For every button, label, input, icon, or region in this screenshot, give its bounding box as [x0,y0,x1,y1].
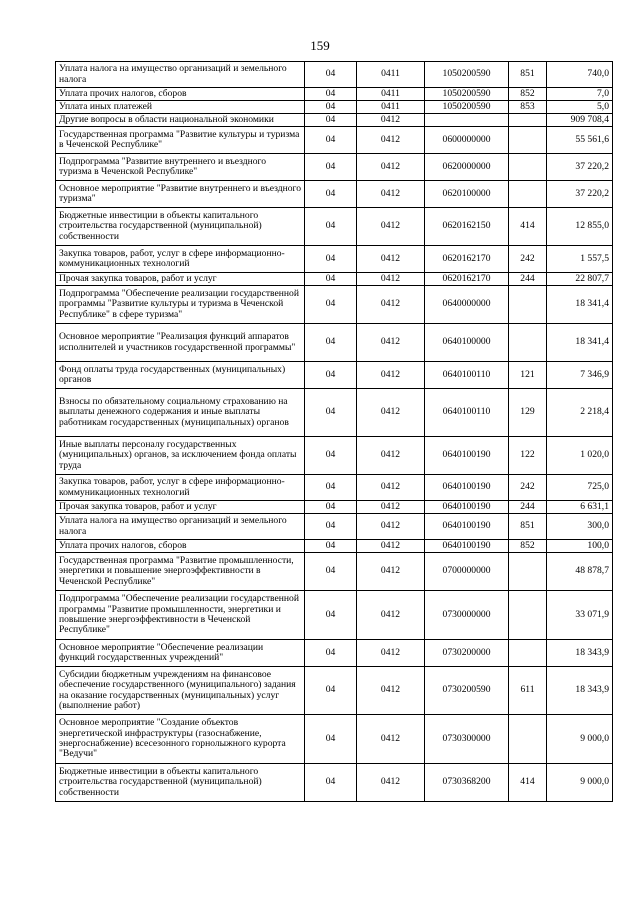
target-article-cell: 0640100190 [425,501,509,514]
table-row [56,540,613,553]
subsection-code-cell: 0412 [357,475,425,501]
target-article-cell: 0640100190 [425,514,509,540]
expense-type-cell: 414 [509,208,547,246]
row-name-cell: Закупка товаров, работ, услуг в сфере информационно-коммуникационных технологий [56,246,305,273]
expense-type-cell [509,591,547,640]
target-article-cell: 0620000000 [425,154,509,181]
row-name-cell: Уплата иных платежей [56,101,305,114]
table-row [56,62,613,88]
expense-type-cell: 851 [509,62,547,88]
table-row [56,114,613,127]
table-row [56,88,613,101]
target-article-cell: 0640100190 [425,437,509,475]
amount-cell: 300,0 [547,514,613,540]
subsection-code-cell: 0412 [357,553,425,591]
subsection-code-cell: 0412 [357,181,425,208]
table-row [56,181,613,208]
expense-type-cell: 242 [509,246,547,273]
section-code-cell: 04 [305,437,357,475]
table-row [56,715,613,764]
expense-type-cell [509,640,547,667]
target-article-cell: 0640100000 [425,324,509,362]
subsection-code-cell: 0412 [357,715,425,764]
section-code-cell: 04 [305,764,357,802]
expense-type-cell: 852 [509,540,547,553]
row-name-cell: Бюджетные инвестиции в объекты капитального строительства государственной (муниципальной) собственности [56,208,305,246]
table-row [56,273,613,286]
budget-table [55,61,613,802]
subsection-code-cell: 0412 [357,154,425,181]
row-name-cell: Фонд оплаты труда государственных (муниципальных) органов [56,362,305,389]
target-article-cell: 0730300000 [425,715,509,764]
target-article-cell: 0640100190 [425,540,509,553]
subsection-code-cell: 0412 [357,501,425,514]
amount-cell: 100,0 [547,540,613,553]
target-article-cell: 0620162170 [425,246,509,273]
amount-cell: 18 341,4 [547,286,613,324]
table-row [56,764,613,802]
subsection-code-cell: 0411 [357,88,425,101]
amount-cell: 909 708,4 [547,114,613,127]
table-row [56,501,613,514]
section-code-cell: 04 [305,208,357,246]
row-name-cell: Уплата налога на имущество организаций и земельного налога [56,514,305,540]
row-name-cell: Уплата налога на имущество организаций и земельного налога [56,62,305,88]
expense-type-cell: 242 [509,475,547,501]
table-row [56,208,613,246]
amount-cell: 22 807,7 [547,273,613,286]
row-name-cell: Государственная программа "Развитие промышленности, энергетики и повышение энергоэффективности в Чеченской Республике" [56,553,305,591]
expense-type-cell: 121 [509,362,547,389]
row-name-cell: Иные выплаты персоналу государственных (муниципальных) органов, за исключением фонда оплаты труда [56,437,305,475]
row-name-cell: Основное мероприятие "Реализация функций аппаратов исполнителей и участников государственной программы" [56,324,305,362]
amount-cell: 18 343,9 [547,667,613,715]
table-row [56,154,613,181]
subsection-code-cell: 0412 [357,362,425,389]
row-name-cell: Подпрограмма "Развитие внутреннего и въездного туризма в Чеченской Республике" [56,154,305,181]
target-article-cell: 1050200590 [425,101,509,114]
expense-type-cell: 244 [509,501,547,514]
subsection-code-cell: 0412 [357,437,425,475]
expense-type-cell [509,114,547,127]
target-article-cell: 0730368200 [425,764,509,802]
amount-cell: 725,0 [547,475,613,501]
section-code-cell: 04 [305,101,357,114]
target-article-cell: 0730000000 [425,591,509,640]
section-code-cell: 04 [305,715,357,764]
table-row [56,286,613,324]
table-row [56,514,613,540]
subsection-code-cell: 0411 [357,62,425,88]
section-code-cell: 04 [305,475,357,501]
table-row [56,667,613,715]
table-body [56,62,613,802]
section-code-cell: 04 [305,273,357,286]
table-row [56,553,613,591]
expense-type-cell [509,181,547,208]
subsection-code-cell: 0412 [357,667,425,715]
target-article-cell: 0730200590 [425,667,509,715]
subsection-code-cell: 0412 [357,114,425,127]
row-name-cell: Уплата прочих налогов, сборов [56,88,305,101]
table-row [56,437,613,475]
expense-type-cell [509,715,547,764]
section-code-cell: 04 [305,127,357,154]
target-article-cell [425,114,509,127]
row-name-cell: Прочая закупка товаров, работ и услуг [56,501,305,514]
row-name-cell: Другие вопросы в области национальной экономики [56,114,305,127]
expense-type-cell: 244 [509,273,547,286]
subsection-code-cell: 0412 [357,246,425,273]
row-name-cell: Подпрограмма "Обеспечение реализации государственной программы "Развитие культуры и туризма в Чеченской Республике" в сфере туризма" [56,286,305,324]
table-row [56,640,613,667]
target-article-cell: 0620162150 [425,208,509,246]
section-code-cell: 04 [305,181,357,208]
subsection-code-cell: 0412 [357,764,425,802]
target-article-cell: 0640100110 [425,389,509,437]
row-name-cell: Субсидии бюджетным учреждениям на финансовое обеспечение государственного (муниципального) задания на оказание государственных (муниципальных) услуг (выполнение работ) [56,667,305,715]
section-code-cell: 04 [305,667,357,715]
amount-cell: 48 878,7 [547,553,613,591]
row-name-cell: Основное мероприятие "Обеспечение реализации функций государственных учреждений" [56,640,305,667]
subsection-code-cell: 0412 [357,540,425,553]
section-code-cell: 04 [305,246,357,273]
amount-cell: 6 631,1 [547,501,613,514]
subsection-code-cell: 0412 [357,208,425,246]
amount-cell: 7,0 [547,88,613,101]
expense-type-cell: 852 [509,88,547,101]
expense-type-cell: 122 [509,437,547,475]
target-article-cell: 0640000000 [425,286,509,324]
amount-cell: 37 220,2 [547,154,613,181]
subsection-code-cell: 0412 [357,273,425,286]
row-name-cell: Бюджетные инвестиции в объекты капитального строительства государственной (муниципальной) собственности [56,764,305,802]
expense-type-cell: 611 [509,667,547,715]
expense-type-cell [509,127,547,154]
section-code-cell: 04 [305,324,357,362]
page-number: 159 [310,38,330,53]
amount-cell: 12 855,0 [547,208,613,246]
section-code-cell: 04 [305,514,357,540]
amount-cell: 1 557,5 [547,246,613,273]
subsection-code-cell: 0412 [357,324,425,362]
amount-cell: 7 346,9 [547,362,613,389]
section-code-cell: 04 [305,154,357,181]
subsection-code-cell: 0411 [357,101,425,114]
target-article-cell: 1050200590 [425,88,509,101]
expense-type-cell [509,286,547,324]
row-name-cell: Государственная программа "Развитие культуры и туризма в Чеченской Республике" [56,127,305,154]
amount-cell: 18 343,9 [547,640,613,667]
section-code-cell: 04 [305,88,357,101]
amount-cell: 9 000,0 [547,764,613,802]
subsection-code-cell: 0412 [357,127,425,154]
section-code-cell: 04 [305,286,357,324]
expense-type-cell [509,154,547,181]
target-article-cell: 0700000000 [425,553,509,591]
amount-cell: 9 000,0 [547,715,613,764]
amount-cell: 1 020,0 [547,437,613,475]
row-name-cell: Основное мероприятие "Развитие внутреннего и въездного туризма" [56,181,305,208]
subsection-code-cell: 0412 [357,514,425,540]
table-row [56,389,613,437]
section-code-cell: 04 [305,362,357,389]
table-row [56,127,613,154]
target-article-cell: 0600000000 [425,127,509,154]
target-article-cell: 0620100000 [425,181,509,208]
amount-cell: 55 561,6 [547,127,613,154]
row-name-cell: Закупка товаров, работ, услуг в сфере информационно-коммуникационных технологий [56,475,305,501]
subsection-code-cell: 0412 [357,286,425,324]
table-row [56,475,613,501]
table-row [56,324,613,362]
row-name-cell: Уплата прочих налогов, сборов [56,540,305,553]
section-code-cell: 04 [305,114,357,127]
section-code-cell: 04 [305,501,357,514]
expense-type-cell: 853 [509,101,547,114]
expense-type-cell: 129 [509,389,547,437]
section-code-cell: 04 [305,62,357,88]
expense-type-cell: 414 [509,764,547,802]
target-article-cell: 0730200000 [425,640,509,667]
table-row [56,362,613,389]
target-article-cell: 0640100190 [425,475,509,501]
table-row [56,591,613,640]
section-code-cell: 04 [305,389,357,437]
row-name-cell: Подпрограмма "Обеспечение реализации государственной программы "Развитие промышленности, энергетики и повышение энергоэффективности в Чеченской Республике" [56,591,305,640]
target-article-cell: 0640100110 [425,362,509,389]
expense-type-cell: 851 [509,514,547,540]
subsection-code-cell: 0412 [357,591,425,640]
amount-cell: 5,0 [547,101,613,114]
row-name-cell: Взносы по обязательному социальному страхованию на выплаты денежного содержания и иные выплаты работникам государственных (муниципальных) органов [56,389,305,437]
expense-type-cell [509,553,547,591]
table-row [56,246,613,273]
subsection-code-cell: 0412 [357,389,425,437]
table-row [56,101,613,114]
target-article-cell: 1050200590 [425,62,509,88]
section-code-cell: 04 [305,553,357,591]
row-name-cell: Прочая закупка товаров, работ и услуг [56,273,305,286]
subsection-code-cell: 0412 [357,640,425,667]
target-article-cell: 0620162170 [425,273,509,286]
section-code-cell: 04 [305,540,357,553]
amount-cell: 33 071,9 [547,591,613,640]
expense-type-cell [509,324,547,362]
section-code-cell: 04 [305,591,357,640]
amount-cell: 37 220,2 [547,181,613,208]
amount-cell: 18 341,4 [547,324,613,362]
amount-cell: 2 218,4 [547,389,613,437]
row-name-cell: Основное мероприятие "Создание объектов энергетической инфраструктуры (газоснабжение, энергоснабжение) всесезонного горнолыжного курорта "Ведучи" [56,715,305,764]
amount-cell: 740,0 [547,62,613,88]
section-code-cell: 04 [305,640,357,667]
